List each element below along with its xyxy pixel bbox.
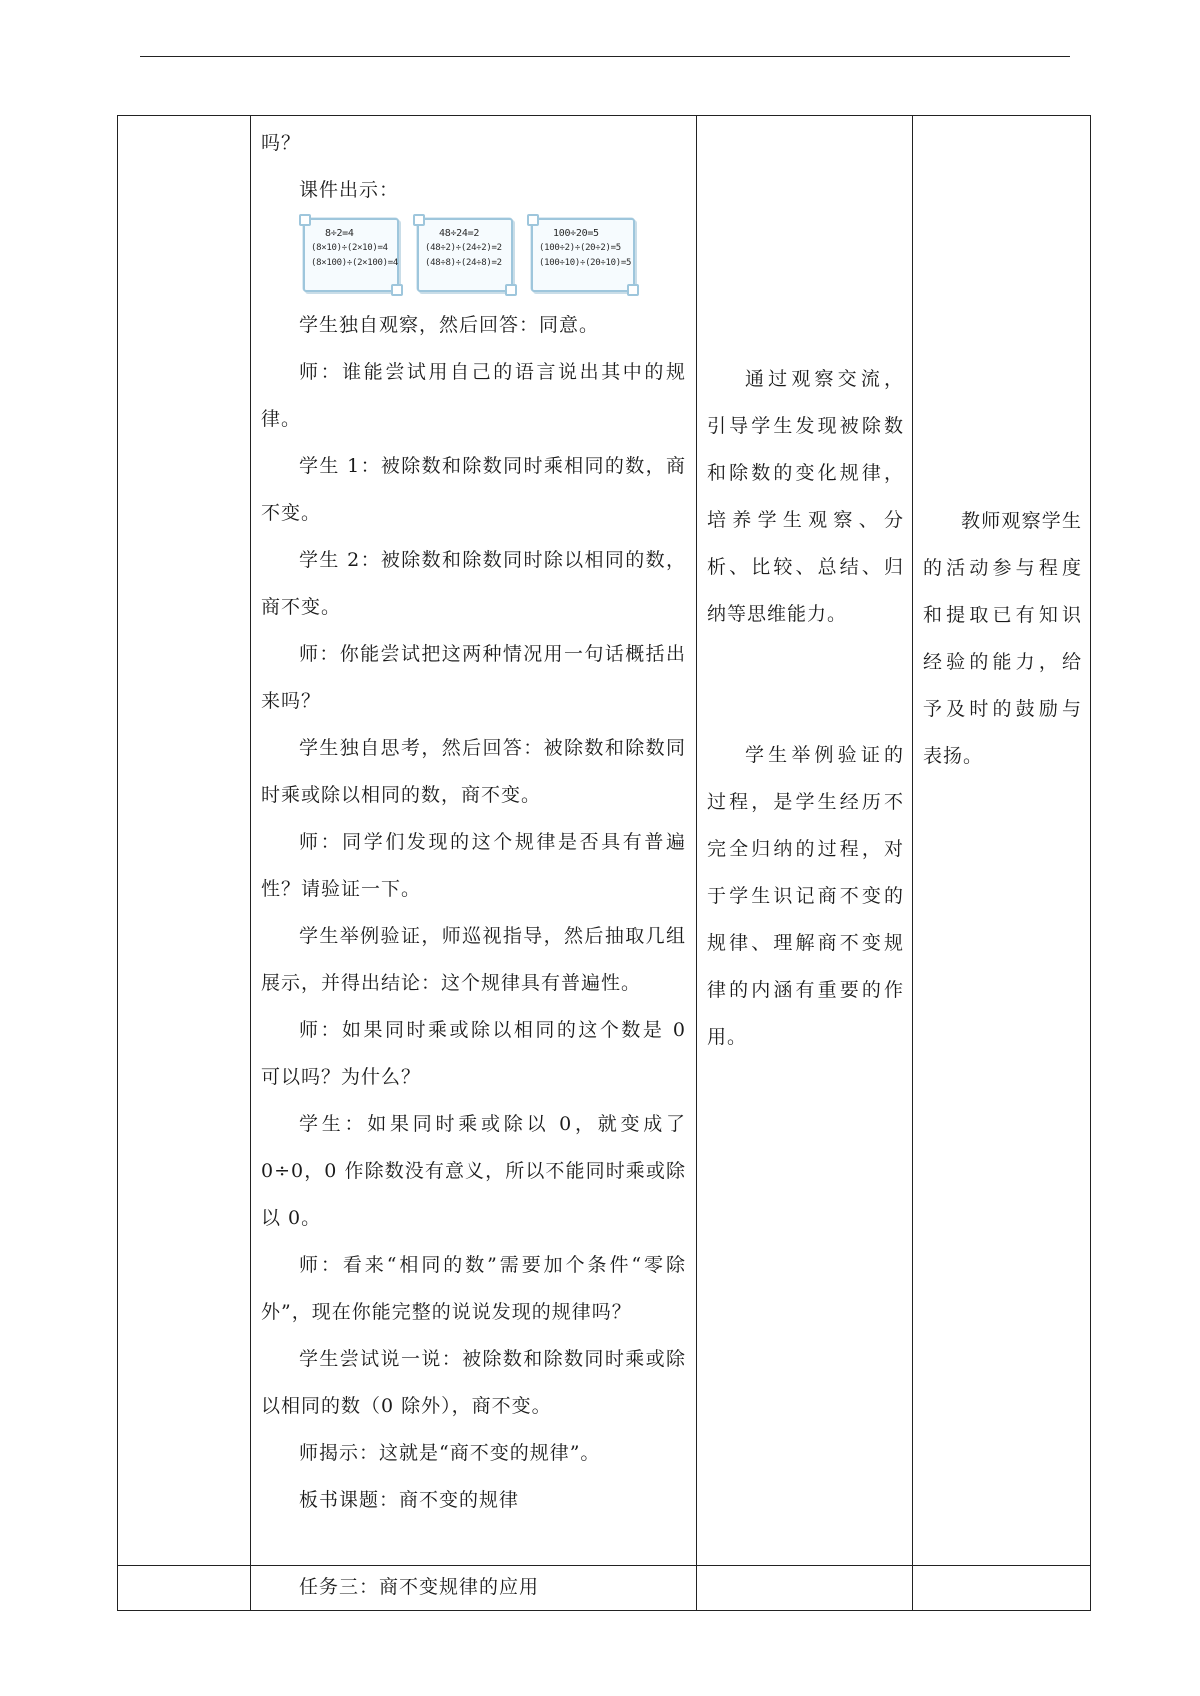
cell-assessment (913, 1566, 1091, 1611)
process-paragraph: 师：你能尝试把这两种情况用一句话概括出来吗？ (261, 643, 686, 712)
card-equation: 8÷2=4 (325, 228, 354, 239)
design-intent-text: 学生举例验证的过程，是学生经历不完全归纳的过程，对于学生识记商不变的规律、理解商不变规律的内涵有重要的作用。 (707, 744, 904, 1048)
courseware-card-1 (303, 218, 399, 292)
process-paragraph: 师揭示：这就是“商不变的规律”。 (299, 1442, 601, 1464)
process-paragraph: 师：谁能尝试用自己的语言说出其中的规律。 (261, 361, 686, 430)
card-equation: (100÷2)÷(20÷2)=5 (539, 243, 621, 253)
courseware-cards (261, 214, 686, 302)
header-rule (140, 56, 1070, 57)
process-paragraph: 师：如果同时乘或除以相同的这个数是 0 可以吗？为什么？ (261, 1019, 686, 1088)
process-paragraph: 学生独自观察，然后回答：同意。 (299, 314, 600, 336)
assessment-text: 教师观察学生的活动参与程度和提取已有知识经验的能力，给予及时的鼓励与表扬。 (923, 510, 1082, 767)
process-paragraph: 学生举例验证，师巡视指导，然后抽取几组展示，并得出结论：这个规律具有普遍性。 (261, 925, 686, 994)
card-equation: (48÷8)÷(24÷8)=2 (425, 258, 502, 268)
card-equation: 100÷20=5 (553, 228, 599, 239)
cell-task-title (251, 1566, 697, 1611)
card-equation: (8×100)÷(2×100)=4 (311, 258, 399, 268)
cell-design-intent (697, 1566, 913, 1611)
design-intent-text: 通过观察交流，引导学生发现被除数和除数的变化规律，培养学生观察、分析、比较、总结、归纳等思维能力。 (707, 368, 904, 625)
process-paragraph: 学生独自思考，然后回答：被除数和除数同时乘或除以相同的数，商不变。 (261, 737, 686, 806)
cell-stage (118, 116, 251, 1566)
process-paragraph: 学生 1：被除数和除数同时乘相同的数，商不变。 (261, 455, 686, 524)
cell-stage (118, 1566, 251, 1611)
table-row-main (118, 116, 1091, 1566)
process-paragraph: 师：看来“相同的数”需要加个条件“零除外”，现在你能完整的说说发现的规律吗？ (261, 1254, 686, 1323)
card-equation: 48÷24=2 (439, 228, 480, 239)
card-equation: (100÷10)÷(20÷10)=5 (539, 258, 632, 268)
process-paragraph: 学生 2：被除数和除数同时除以相同的数，商不变。 (261, 549, 686, 618)
cell-assessment (913, 116, 1091, 1566)
cell-teaching-process (251, 116, 697, 1566)
task-title: 任务三：商不变规律的应用 (299, 1576, 540, 1598)
table-row-task (118, 1566, 1091, 1611)
process-paragraph: 板书课题：商不变的规律 (299, 1489, 520, 1511)
cell-design-intent (697, 116, 913, 1566)
process-paragraph: 学生：如果同时乘或除以 0，就变成了 0÷0，0 作除数没有意义，所以不能同时乘或除以 0。 (261, 1113, 686, 1229)
process-paragraph: 课件出示： (299, 179, 400, 201)
process-paragraph: 师：同学们发现的这个规律是否具有普遍性？请验证一下。 (261, 831, 686, 900)
process-paragraph: 学生尝试说一说：被除数和除数同时乘或除以相同的数（0 除外），商不变。 (261, 1348, 686, 1417)
card-equation: (48÷2)÷(24÷2)=2 (425, 243, 502, 253)
lesson-plan-table (117, 115, 1091, 1611)
card-equation: (8×10)÷(2×10)=4 (311, 243, 388, 253)
courseware-card-2 (417, 218, 513, 292)
courseware-card-3 (531, 218, 635, 292)
process-paragraph: 吗？ (261, 132, 302, 154)
